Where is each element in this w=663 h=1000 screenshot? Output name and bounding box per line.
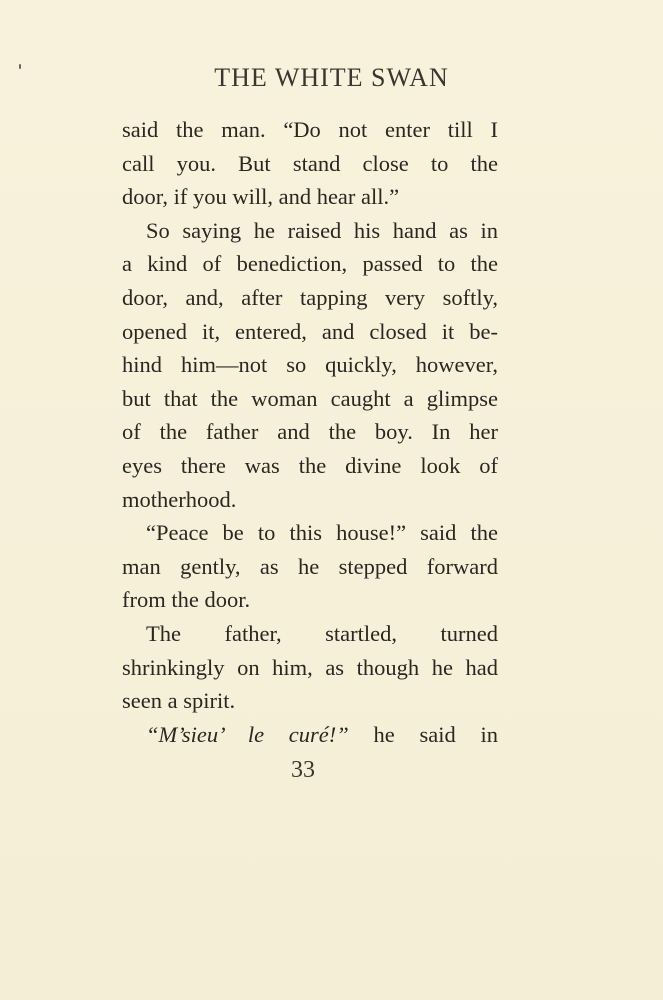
text-line: door, if you will, and hear all.” xyxy=(122,184,400,210)
text-line: from the door. xyxy=(122,587,251,613)
text-line: a kind of benediction, passed to the xyxy=(122,251,498,277)
text-line: of the father and the boy. In her xyxy=(122,419,498,445)
text-line: The father, startled, turned xyxy=(146,620,498,646)
text-line: So saying he raised his hand as in xyxy=(146,217,498,243)
page-number: 33 xyxy=(291,757,315,783)
text-line: said the man. “Do not enter till I xyxy=(122,117,498,142)
text-line: “Peace be to this house!” said the xyxy=(146,520,498,546)
text-line: opened it, entered, and closed it be- xyxy=(122,318,498,344)
text-line: call you. But stand close to the xyxy=(122,150,498,176)
text-line: man gently, as he stepped forward xyxy=(122,553,498,579)
running-head: THE WHITE SWAN xyxy=(214,63,449,92)
text-line: “M’sieu’ le curé!” he said in xyxy=(146,721,498,747)
text-line: hind him—not so quickly, however, xyxy=(122,352,498,378)
text-line: motherhood. xyxy=(122,486,237,512)
text-line: eyes there was the divine look of xyxy=(122,452,498,478)
body-text xyxy=(122,113,498,751)
text-line: but that the woman caught a glimpse xyxy=(122,385,498,411)
text-line: shrinkingly on him, as though he had xyxy=(122,654,498,680)
text-line: seen a spirit. xyxy=(122,688,236,714)
text-line: door, and, after tapping very softly, xyxy=(122,284,498,310)
